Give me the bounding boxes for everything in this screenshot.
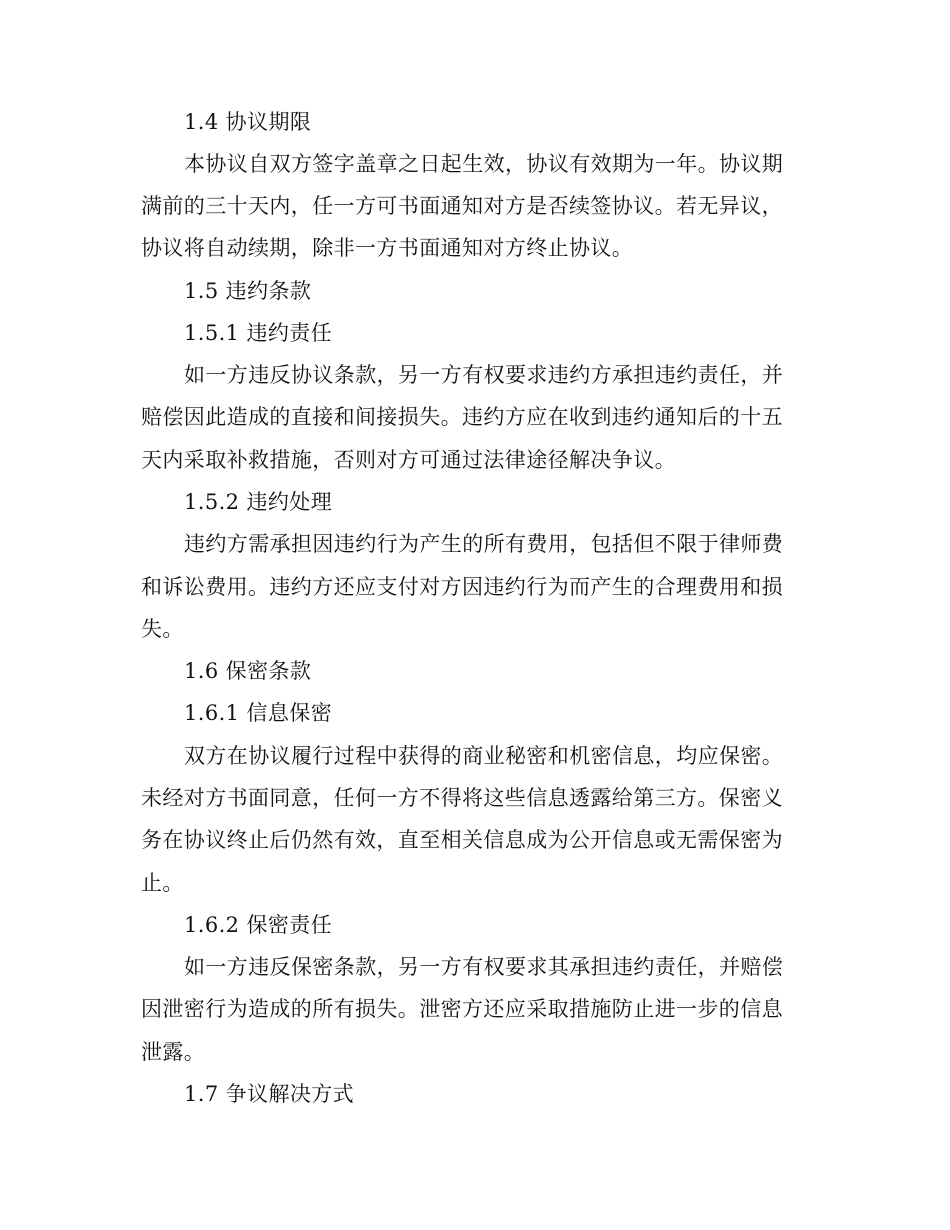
heading-1-5-1: 1.5.1 违约责任 [184, 321, 333, 345]
heading-1-6: 1.6 保密条款 [184, 659, 312, 683]
paragraph-line: 务在协议终止后仍然有效，直至相关信息成为公开信息或无需保密为 [141, 828, 783, 852]
paragraph-line: 协议将自动续期，除非一方书面通知对方终止协议。 [141, 236, 634, 260]
heading-1-4: 1.4 协议期限 [184, 110, 312, 134]
paragraph-line: 止。 [141, 871, 184, 895]
heading-1-7: 1.7 争议解决方式 [184, 1082, 355, 1106]
heading-1-5: 1.5 违约条款 [184, 279, 312, 303]
paragraph-line: 本协议自双方签字盖章之日起生效，协议有效期为一年。协议期 [184, 152, 784, 176]
paragraph-line: 双方在协议履行过程中获得的商业秘密和机密信息，均应保密。 [184, 744, 784, 768]
paragraph-line: 如一方违反保密条款，另一方有权要求其承担违约责任，并赔偿 [184, 955, 784, 979]
paragraph-line: 违约方需承担因违约行为产生的所有费用，包括但不限于律师费 [184, 532, 784, 556]
paragraph-line: 赔偿因此造成的直接和间接损失。违约方应在收到违约通知后的十五 [141, 405, 783, 429]
paragraph-line: 泄露。 [141, 1040, 206, 1064]
heading-1-5-2: 1.5.2 违约处理 [184, 490, 333, 514]
paragraph-line: 天内采取补救措施，否则对方可通过法律途径解决争议。 [141, 448, 676, 472]
paragraph-line: 如一方违反协议条款，另一方有权要求违约方承担违约责任，并 [184, 363, 784, 387]
paragraph-line: 和诉讼费用。违约方还应支付对方因违约行为而产生的合理费用和损 [141, 575, 783, 599]
paragraph-line: 因泄密行为造成的所有损失。泄密方还应采取措施防止进一步的信息 [141, 997, 783, 1021]
paragraph-line: 满前的三十天内，任一方可书面通知对方是否续签协议。若无异议， [141, 194, 783, 218]
heading-1-6-1: 1.6.1 信息保密 [184, 701, 333, 725]
heading-1-6-2: 1.6.2 保密责任 [184, 913, 333, 937]
paragraph-line: 未经对方书面同意，任何一方不得将这些信息透露给第三方。保密义 [141, 786, 783, 810]
paragraph-line: 失。 [141, 617, 184, 641]
